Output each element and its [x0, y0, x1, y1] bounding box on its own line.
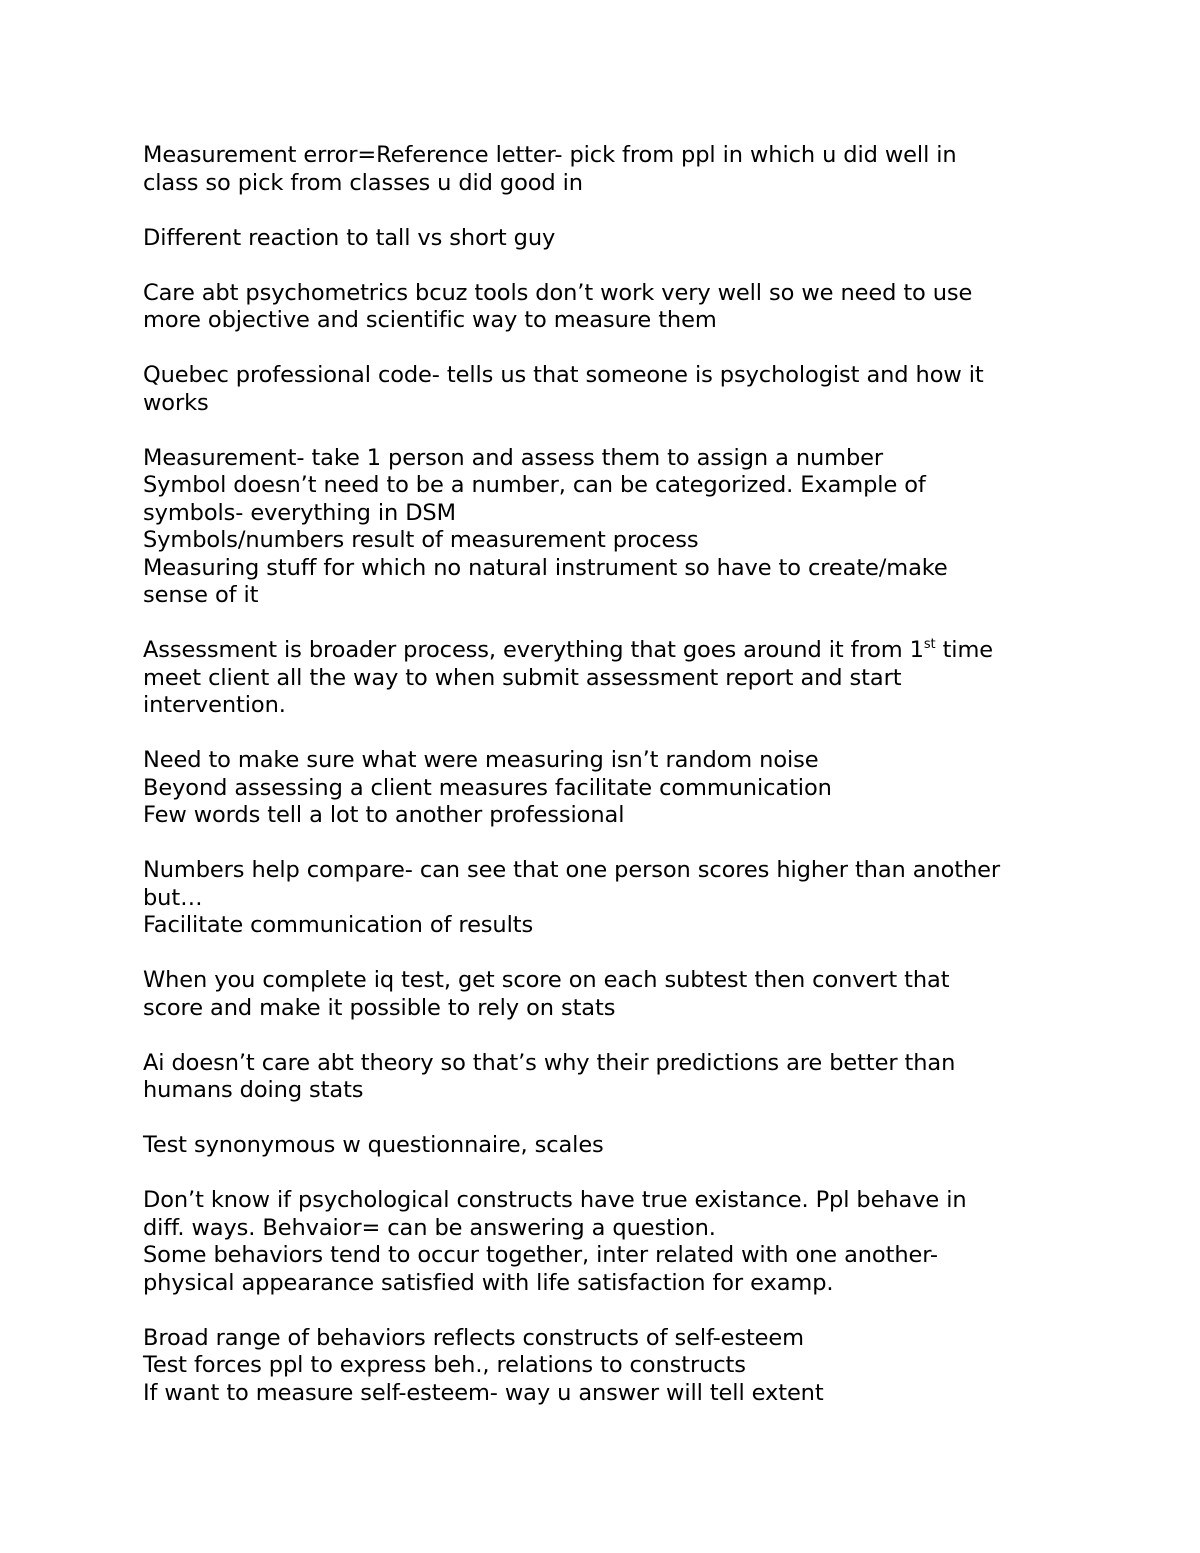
text-line — [143, 637, 1063, 665]
text-line: Test forces ppl to express beh., relations to constructs — [143, 1352, 746, 1378]
text-line: Symbols/numbers result of measurement process — [143, 527, 699, 553]
superscript: st — [923, 636, 936, 652]
text-line: class so pick from classes u did good in — [143, 169, 583, 196]
text-line: Numbers help compare- can see that one person scores higher than another — [143, 857, 1001, 883]
text-line: Broad range of behaviors reflects constructs of self-esteem — [143, 1324, 804, 1351]
text-line: but… — [143, 884, 203, 911]
text-line: humans doing stats — [143, 1077, 364, 1103]
text-line: Need to make sure what were measuring isn’t random noise — [143, 747, 819, 773]
text-segment: time — [935, 637, 994, 663]
text-line: score and make it possible to rely on stats — [143, 994, 616, 1021]
text-line: Different reaction to tall vs short guy — [143, 224, 556, 251]
text-line: physical appearance satisfied with life satisfaction for examp. — [143, 1269, 834, 1296]
paragraph — [143, 445, 1063, 610]
text-segment: Assessment is broader process, everything that goes around it from 1 — [143, 637, 924, 663]
text-line: When you complete iq test, get score on each subtest then convert that — [143, 967, 950, 993]
document-body — [143, 142, 1063, 1435]
text-line: Don’t know if psychological constructs have true existance. Ppl behave in — [143, 1187, 967, 1213]
text-line: Care abt psychometrics bcuz tools don’t work very well so we need to use — [143, 279, 973, 306]
text-line: Measurement error=Reference letter- pick from ppl in which u did well in — [143, 142, 957, 168]
text-line: Test synonymous w questionnaire, scales — [143, 1132, 604, 1158]
text-line: diff. ways. Behvaior= can be answering a question. — [143, 1214, 716, 1241]
text-line: Facilitate communication of results — [143, 912, 534, 938]
text-line: Measuring stuff for which no natural instrument so have to create/make — [143, 554, 948, 581]
paragraph — [143, 1132, 1063, 1160]
text-line: Ai doesn’t care abt theory so that’s why their predictions are better than — [143, 1049, 956, 1076]
text-line: Few words tell a lot to another professional — [143, 802, 625, 828]
text-line: more objective and scientific way to measure them — [143, 307, 717, 333]
paragraph — [143, 747, 1063, 830]
paragraph — [143, 280, 1063, 335]
text-line: Measurement- take 1 person and assess them to assign a number — [143, 444, 884, 471]
text-line: intervention. — [143, 692, 286, 718]
paragraph — [143, 967, 1063, 1022]
text-line: If want to measure self-esteem- way u answer will tell extent — [143, 1379, 824, 1406]
text-line: sense of it — [143, 582, 259, 608]
paragraph — [143, 1187, 1063, 1297]
paragraph — [143, 1325, 1063, 1408]
paragraph — [143, 1050, 1063, 1105]
text-line: Quebec professional code- tells us that someone is psychologist and how it — [143, 362, 984, 388]
paragraph — [143, 637, 1063, 720]
text-line: meet client all the way to when submit assessment report and start — [143, 664, 902, 691]
paragraph — [143, 857, 1063, 940]
paragraph — [143, 142, 1063, 197]
text-line: Symbol doesn’t need to be a number, can be categorized. Example of — [143, 472, 926, 498]
text-line: Beyond assessing a client measures facilitate communication — [143, 774, 832, 801]
text-line: Some behaviors tend to occur together, inter related with one another- — [143, 1242, 938, 1268]
text-line: works — [143, 389, 209, 416]
paragraph — [143, 225, 1063, 253]
paragraph — [143, 362, 1063, 417]
text-line: symbols- everything in DSM — [143, 499, 456, 526]
